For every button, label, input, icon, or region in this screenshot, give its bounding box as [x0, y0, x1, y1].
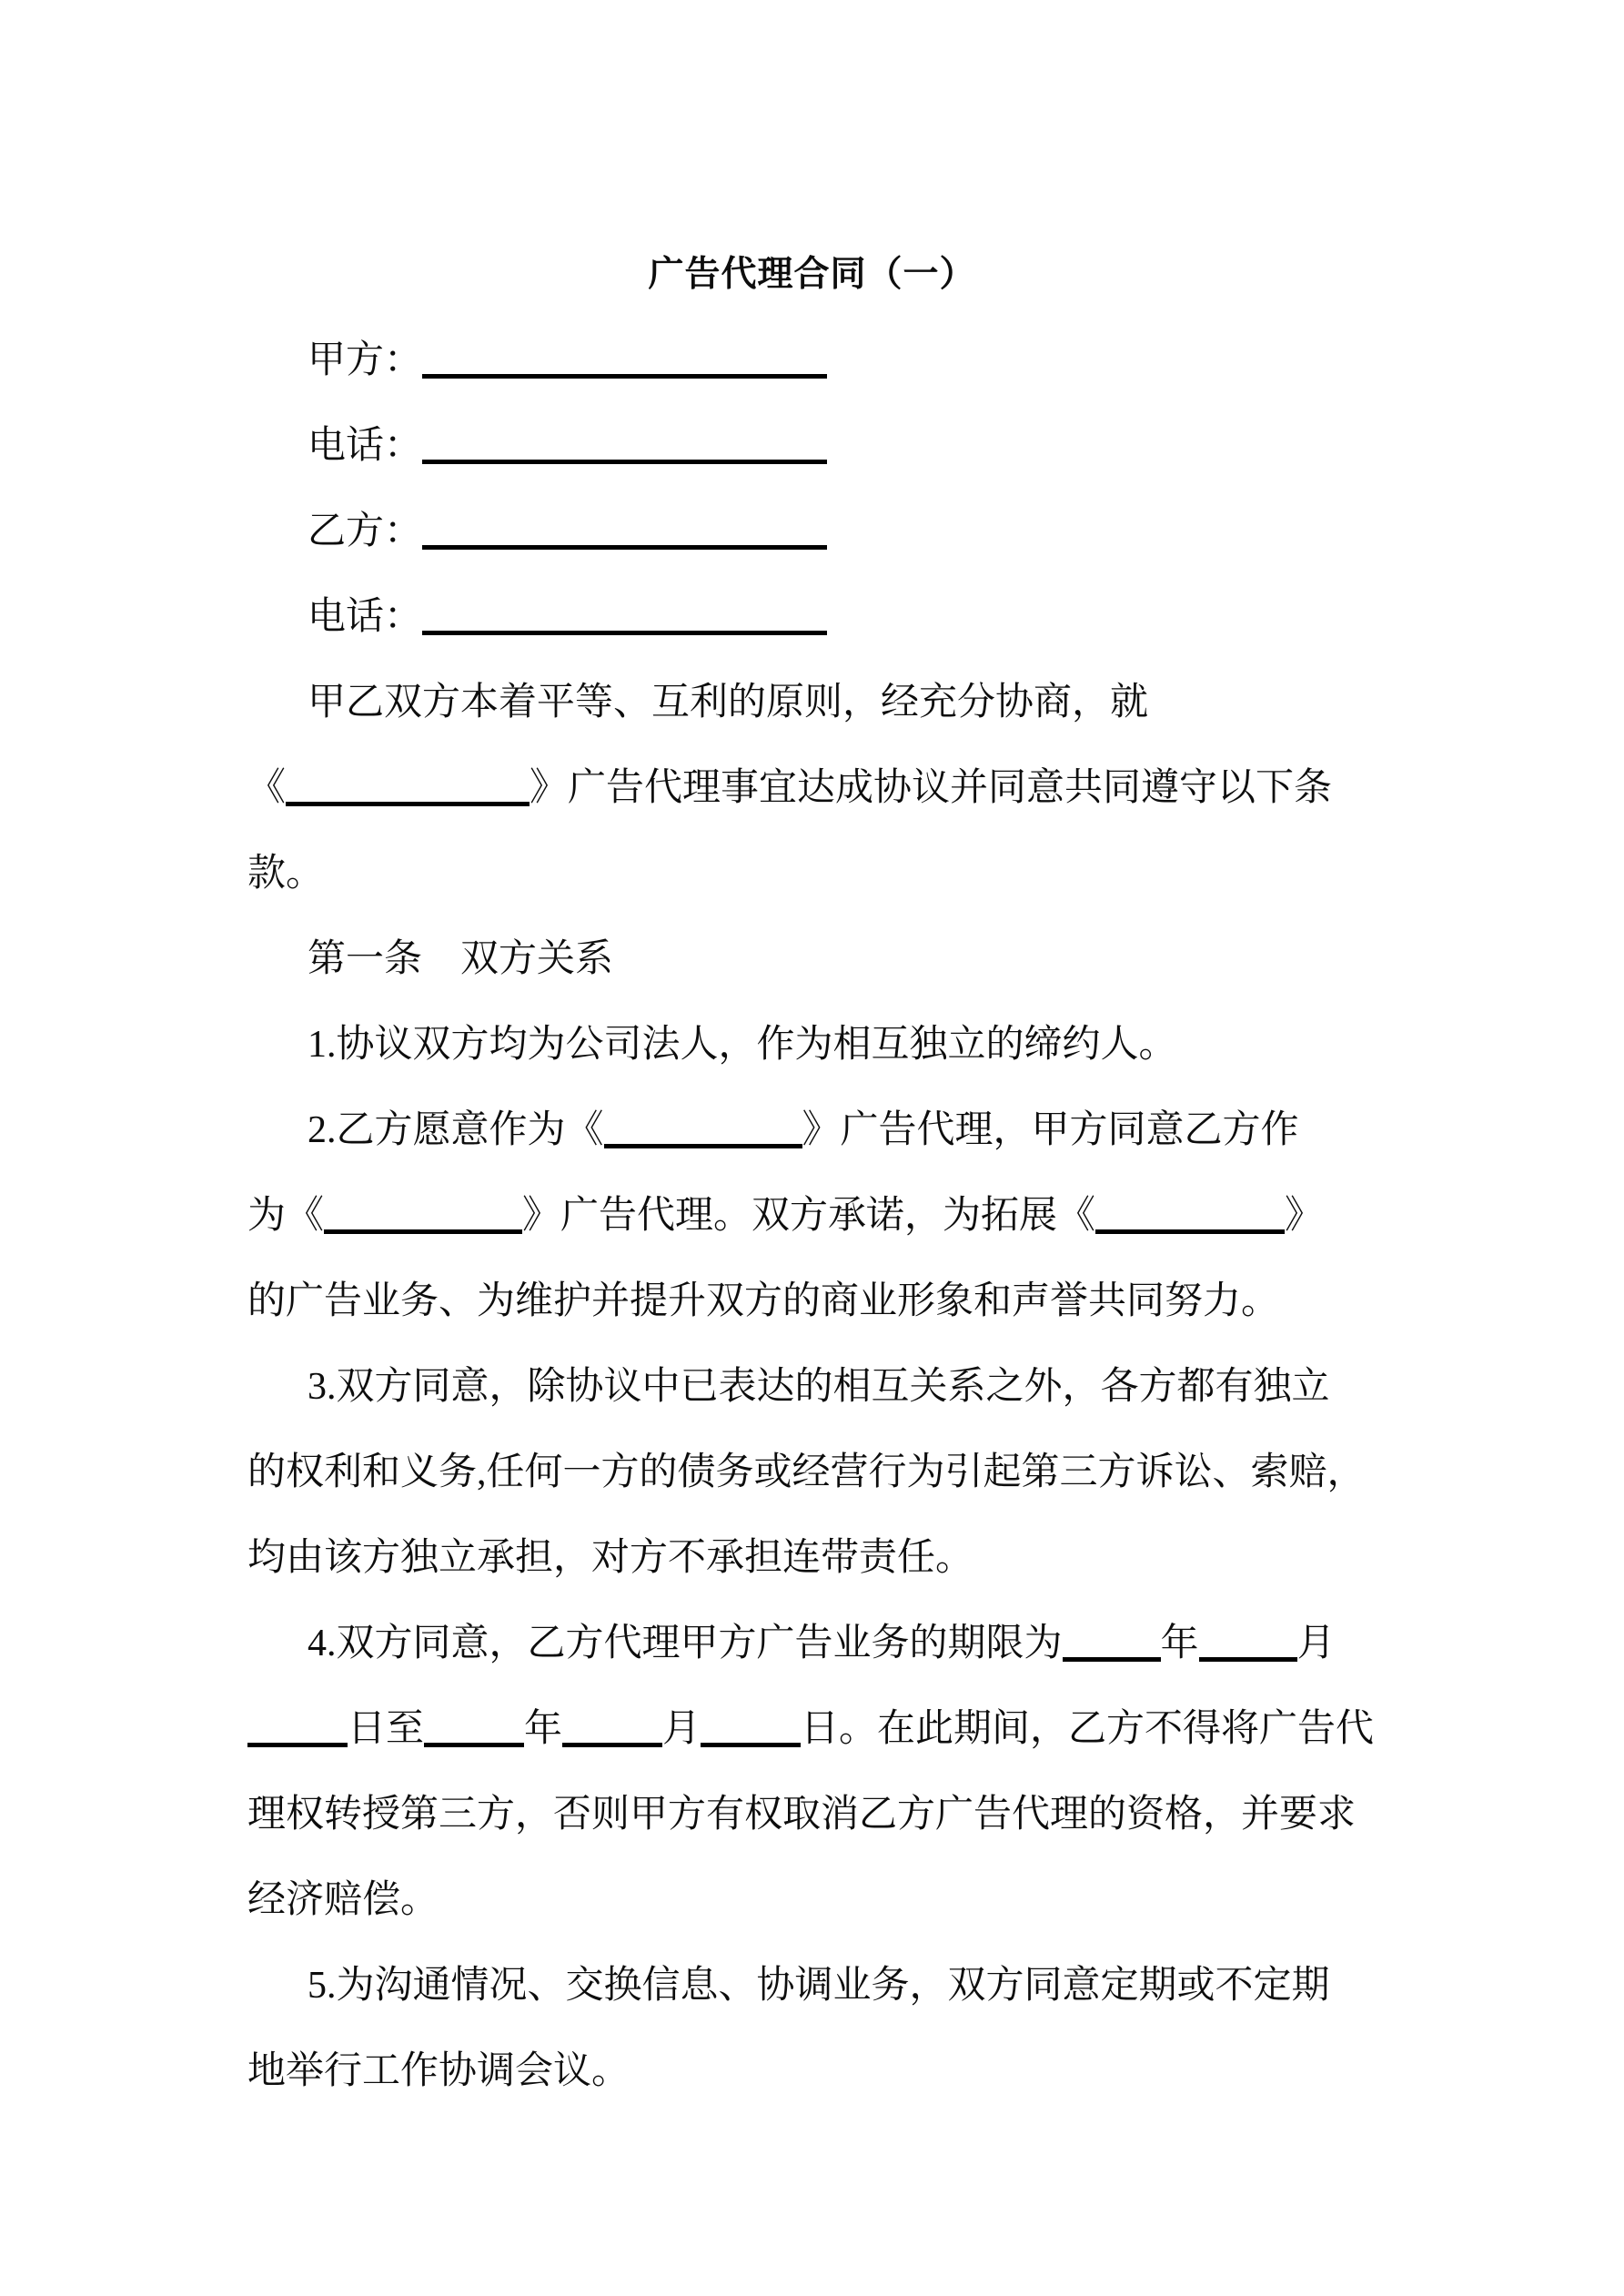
fill-in-blank	[422, 541, 827, 550]
fill-in-blank	[422, 456, 827, 464]
text-run: 甲乙双方本着平等、互利的原则，经充分协商，就	[308, 682, 1149, 723]
contract-line	[247, 1772, 1383, 1857]
fill-in-blank	[562, 1739, 662, 1747]
text-run: 第一条 双方关系	[308, 938, 614, 980]
contract-line	[247, 1686, 1383, 1772]
contract-line	[247, 1943, 1383, 2028]
fill-in-blank	[424, 1739, 524, 1747]
text-run: 的权利和义务,任何一方的债务或经营行为引起第三方诉讼、索赔，	[247, 1451, 1366, 1493]
text-run: 理权转授第三方，否则甲方有权取消乙方广告代理的资格，并要求	[247, 1794, 1357, 1836]
text-run: 经济赔偿。	[247, 1879, 439, 1921]
text-run: 均由该方独立承担，对方不承担连带责任。	[247, 1537, 974, 1579]
contract-line	[247, 831, 1383, 916]
text-run: 为《	[247, 1195, 325, 1237]
fill-in-blank	[701, 1739, 801, 1747]
fill-in-blank	[1199, 1654, 1297, 1662]
contract-line	[247, 489, 1383, 574]
text-run: 的广告业务、为维护并提升双方的商业形象和声誉共同努力。	[247, 1280, 1280, 1322]
fill-in-blank	[286, 798, 530, 806]
fill-in-blank	[604, 1140, 802, 1148]
contract-line	[247, 745, 1383, 831]
fill-in-blank	[1063, 1654, 1161, 1662]
contract-line	[247, 403, 1383, 489]
contract-line	[247, 1430, 1383, 1515]
contract-line	[247, 660, 1383, 745]
text-run: 地举行工作协调会议。	[247, 2050, 630, 2092]
text-run: 1.协议双方均为公司法人，作为相互独立的缔约人。	[308, 1024, 1177, 1066]
text-run: 日。在此期间，乙方不得将广告代	[801, 1708, 1375, 1750]
fill-in-blank	[422, 370, 827, 379]
text-run: 电话：	[308, 596, 423, 638]
fill-in-blank	[422, 627, 827, 635]
text-run: 年	[524, 1708, 563, 1750]
text-run: 日至	[348, 1708, 425, 1750]
text-run: 月	[1296, 1623, 1336, 1664]
text-run: 乙方：	[308, 511, 423, 552]
contract-line	[247, 1087, 1383, 1173]
contract-line	[247, 1259, 1383, 1344]
text-run: 2.乙方愿意作为《	[308, 1109, 604, 1151]
contract-line	[247, 318, 1383, 403]
contract-line	[247, 574, 1383, 660]
text-run: 》广告代理事宜达成协议并同意共同遵守以下条	[530, 767, 1333, 809]
fill-in-blank	[324, 1226, 522, 1234]
contract-line	[247, 916, 1383, 1002]
text-run: 甲方：	[308, 339, 423, 381]
text-run: 》广告代理，甲方同意乙方作	[802, 1109, 1299, 1151]
text-run: 3.双方同意，除协议中已表达的相互关系之外，各方都有独立	[308, 1366, 1330, 1408]
contract-line	[247, 1601, 1383, 1686]
document-body	[247, 318, 1383, 2114]
contract-line	[247, 1002, 1383, 1087]
document-title: 广告代理合同（一）	[648, 255, 976, 294]
text-run: 》	[1285, 1195, 1324, 1237]
contract-line	[247, 1173, 1383, 1259]
text-run: 款。	[247, 853, 325, 895]
contract-line	[247, 1515, 1383, 1601]
text-run: 》广告代理。双方承诺，为拓展《	[522, 1195, 1096, 1237]
text-run: 《	[247, 767, 287, 809]
text-run: 4.双方同意，乙方代理甲方广告业务的期限为	[308, 1623, 1063, 1664]
text-run: 月	[662, 1708, 701, 1750]
contract-line	[247, 1857, 1383, 1943]
text-run: 电话：	[308, 425, 423, 467]
fill-in-blank	[247, 1739, 348, 1747]
contract-line	[247, 2028, 1383, 2114]
contract-line	[247, 1344, 1383, 1430]
text-run: 年	[1160, 1623, 1199, 1664]
text-run: 5.为沟通情况、交换信息、协调业务，双方同意定期或不定期	[308, 1965, 1330, 2007]
fill-in-blank	[1095, 1226, 1285, 1234]
